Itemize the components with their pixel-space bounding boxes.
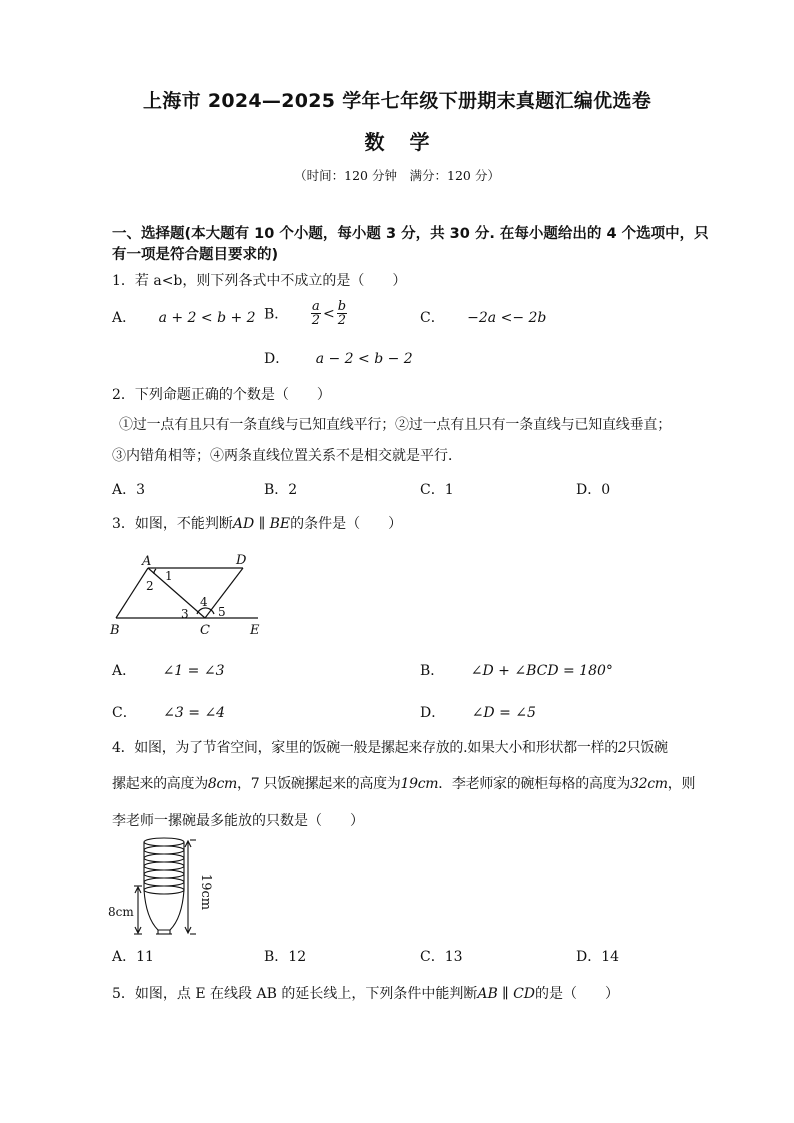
q3-option-d[interactable]: [420, 702, 536, 722]
q4-option-d[interactable]: D．14: [576, 949, 620, 965]
option-label: A．: [112, 310, 137, 326]
q1-option-c[interactable]: [420, 307, 546, 327]
question-2-statements-line1: ①过一点有且只有一条直线与已知直线平行；②过一点有且只有一条直线与已知直线垂直；: [119, 417, 671, 433]
label-8cm: 8cm: [108, 905, 134, 919]
q1-option-a[interactable]: [112, 307, 256, 327]
angle-5-label: 5: [218, 605, 226, 619]
angle-4-label: 4: [200, 595, 208, 609]
q3-option-b[interactable]: [420, 660, 613, 680]
q3-option-a[interactable]: [112, 660, 224, 680]
q2-option-d[interactable]: D．0: [576, 482, 611, 498]
point-c-label: C: [200, 623, 210, 638]
q2-option-c[interactable]: C．1: [420, 482, 454, 498]
question-1-stem: 1．若 a<b，则下列各式中不成立的是（ ）: [112, 273, 407, 289]
point-e-label: E: [250, 623, 260, 638]
option-expr: a − 2 < b − 2: [315, 351, 413, 367]
question-2-stem: 2．下列命题正确的个数是（ ）: [112, 387, 331, 403]
q2-option-a[interactable]: A．3: [112, 482, 146, 498]
question-4-line2: 摞起来的高度为8cm，7 只饭碗摞起来的高度为19cm．李老师家的碗柜每格的高度为32cm，则: [112, 776, 696, 792]
question-5-stem: 5．如图，点 E 在线段 AB 的延长线上，下列条件中能判断AB ∥ CD的是（ ）: [112, 986, 620, 1002]
label-19cm: 19cm: [198, 873, 213, 911]
option-label: D．: [264, 351, 290, 367]
fraction-a-over-2: $\frac{a}{2}$: [311, 299, 321, 328]
exam-title: 上海市 2024—2025 学年七年级下册期末真题汇编优选卷: [143, 90, 651, 112]
option-expr: a + 2 < b + 2: [158, 310, 256, 326]
point-d-label: D: [236, 553, 247, 568]
option-label: D．: [420, 705, 446, 721]
q4-option-a[interactable]: A．11: [112, 949, 154, 965]
question-4-line1: 4．如图，为了节省空间，家里的饭碗一般是摞起来存放的.如果大小和形状都一样的2只饭碗: [112, 740, 668, 756]
time-info: （时间：120 分钟 满分：120 分）: [294, 168, 500, 183]
question-2-statements-line2: ③内错角相等；④两条直线位置关系不是相交就是平行．: [112, 448, 462, 464]
parallelogram-figure: [108, 552, 268, 642]
question-3-stem: 3．如图，不能判断AD ∥ BE的条件是（ ）: [112, 516, 403, 532]
point-a-label: A: [142, 554, 152, 569]
q4-option-b[interactable]: B．12: [264, 949, 307, 965]
bowl-stack-figure: [108, 834, 218, 944]
q2-option-b[interactable]: B．2: [264, 482, 298, 498]
option-expr: ∠D = ∠5: [471, 705, 536, 721]
option-label: B．: [420, 663, 445, 679]
angle-1-label: 1: [165, 569, 173, 583]
q3-option-c[interactable]: [112, 702, 225, 722]
option-label: C．: [112, 705, 137, 721]
question-4-line3: 李老师一摞碗最多能放的只数是（ ）: [112, 813, 364, 829]
option-expr: ∠3 = ∠4: [163, 705, 226, 721]
option-label: A．: [112, 663, 137, 679]
section-heading: 一、选择题(本大题有 10 个小题，每小题 3 分，共 30 分. 在每小题给出的 4 个选项中，只有一项是符合题目要求的): [112, 226, 709, 263]
q4-option-c[interactable]: C．13: [420, 949, 463, 965]
q1-option-b[interactable]: [264, 300, 347, 327]
subject-title: 数 学: [364, 130, 430, 154]
point-b-label: B: [110, 623, 120, 638]
option-expr: −2a <− 2b: [467, 310, 547, 326]
option-expr: ∠D + ∠BCD = 180°: [470, 663, 613, 679]
q1-option-d[interactable]: [264, 348, 413, 368]
option-label: B．: [264, 306, 289, 323]
option-expr: ∠1 = ∠3: [162, 663, 225, 679]
angle-2-label: 2: [146, 579, 154, 593]
less-than-sign: <: [323, 305, 335, 322]
option-label: C．: [420, 310, 445, 326]
angle-3-label: 3: [181, 607, 189, 621]
fraction-b-over-2: $\frac{b}{2}$: [337, 299, 347, 328]
